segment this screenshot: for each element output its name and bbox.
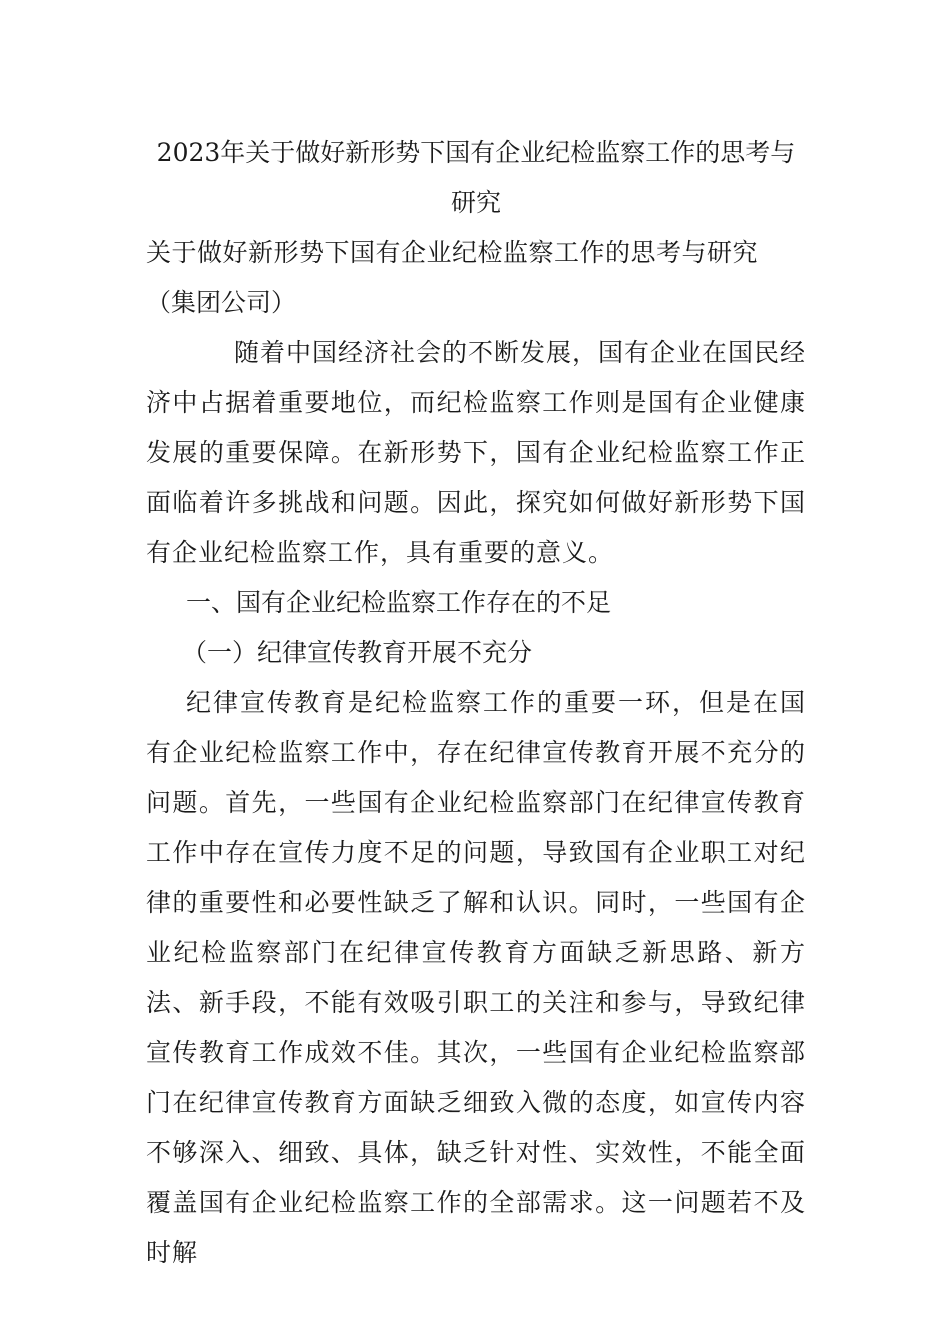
intro-paragraph: 随着中国经济社会的不断发展，国有企业在国民经济中占据着重要地位，而纪检监察工作则是国有企业健康发展的重要保障。在新形势下，国有企业纪检监察工作正面临着许多挑战和问题。因此，探究如何做好新形势下国有企业纪检监察工作，具有重要的意义。 bbox=[146, 338, 807, 567]
document-title: 2023年关于做好新形势下国有企业纪检监察工作的思考与研究 bbox=[156, 138, 796, 217]
section-heading-1: 一、国有企业纪检监察工作存在的不足 bbox=[186, 588, 612, 617]
document-page bbox=[146, 128, 806, 1278]
document-organization: （集团公司） bbox=[146, 288, 297, 317]
section-heading-1-1: （一）纪律宣传教育开展不充分 bbox=[182, 638, 533, 667]
document-subtitle: 关于做好新形势下国有企业纪检监察工作的思考与研究 bbox=[146, 238, 759, 267]
section-1-1-paragraph: 纪律宣传教育是纪检监察工作的重要一环，但是在国有企业纪检监察工作中，存在纪律宣传教育开展不充分的问题。首先，一些国有企业纪检监察部门在纪律宣传教育工作中存在宣传力度不足的问题，导致国有企业职工对纪律的重要性和必要性缺乏了解和认识。同时，一些国有企业纪检监察部门在纪律宣传教育方面缺乏新思路、新方法、新手段，不能有效吸引职工的关注和参与，导致纪律宣传教育工作成效不佳。其次，一些国有企业纪检监察部门在纪律宣传教育方面缺乏细致入微的态度，如宣传内容不够深入、细致、具体，缺乏针对性、实效性，不能全面覆盖国有企业纪检监察工作的全部需求。这一问题若不及时解 bbox=[146, 688, 806, 1267]
